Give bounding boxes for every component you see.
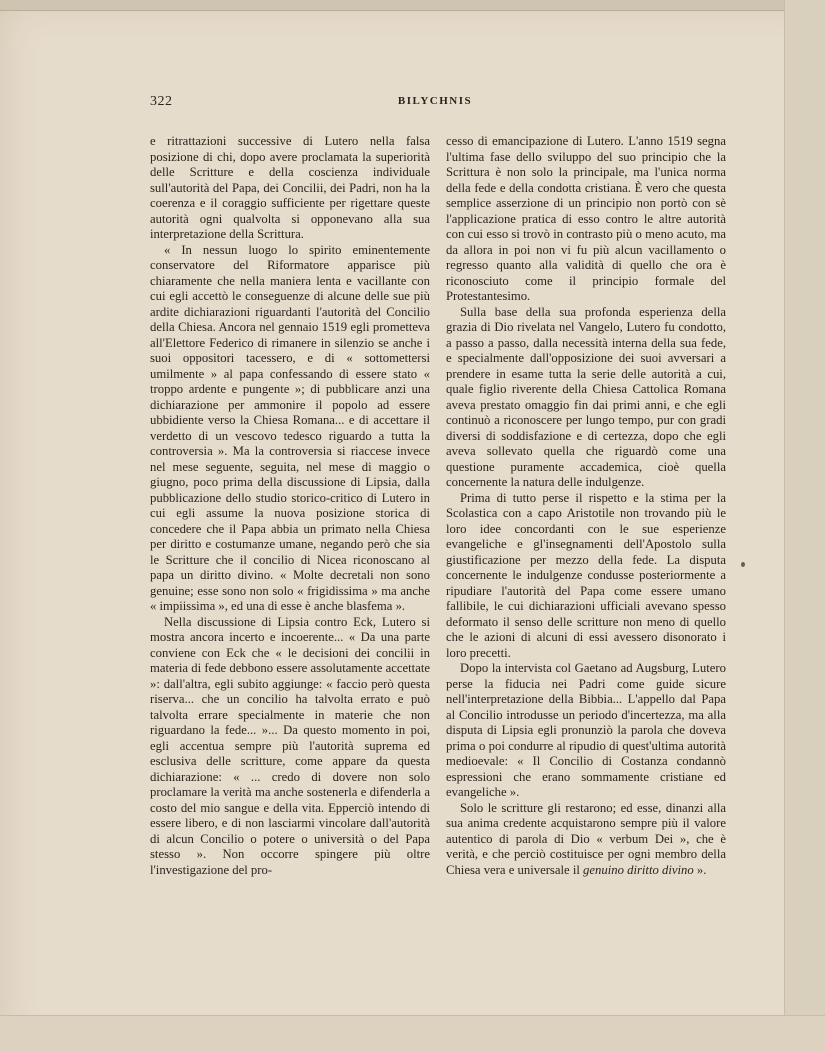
margin-mark — [741, 562, 745, 567]
italic-phrase: genuino diritto divino — [583, 862, 694, 877]
right-column — [446, 134, 726, 878]
paragraph-text: Solo le scritture gli restarono; ed esse, dinanzi alla sua anima credente acquistarono sempre più il valore autentico di parola di Dio « verbum Dei », che è verità, e che perciò costituisce per ogni membro della Chiesa vera e universale il — [446, 800, 726, 877]
closing-quote: ». — [693, 862, 707, 877]
paragraph: Dopo la intervista col Gaetano ad Augsburg, Lutero perse la fiducia nei Padri come guide sicure nell'interpretazione della Bibbia... L'appello dal Papa al Concilio introdusse un periodo d'incertezza, ma alla disputa di Lipsia egli pronunziò la parola che doveva prima o poi condurre al ripudio di quest'ultima autorità medioevale: « Il Concilio di Costanza condannò espressioni che erano sommamente cristiane ed evangeliche ». — [446, 661, 726, 799]
page-bottom-edge — [0, 1015, 825, 1052]
page-right-edge — [784, 0, 825, 1052]
paragraph: Nella discussione di Lipsia contro Eck, Lutero si mostra ancora incerto e incoerente... « Da una parte conviene con Eck che « le decisioni dei concilii in materia di fede debbono essere assolutamente accettate »: dall'altra, egli subito aggiunge: « faccio però questa riserva... che un concilio ha talvolta errato e può talvolta errare specialmente in materie che non riguardano la fede... »... Da questo momento in poi, egli accentua sempre più l'autorità suprema ed esclusiva delle scritture, come appare da questa dichiarazione: « ... credo di dovere non solo proclamare la verità ma anche sostenerla e difenderla a costo del mio sangue e della vita. Epperciò intendo di essere libero, e di non lasciarmi vincolare dall'autorità di alcun Concilio o potere o università o del Papa stesso ». Non occorre spingere più oltre l'investigazione del pro- — [150, 614, 430, 877]
page-header — [150, 94, 720, 114]
page-top-edge — [0, 0, 825, 11]
paragraph: e ritrattazioni successive di Lutero nella falsa posizione di chi, dopo avere proclamata la superiorità delle Scritture e della coscienza individuale sull'autorità del Papa, dei Concilii, dei Padri, non ha la coerenza e il coraggio sufficiente per rigettare queste autorità ogni qualvolta si opponevano alla sua interpretazione della Scrittura. — [150, 134, 430, 241]
paragraph: Prima di tutto perse il rispetto e la stima per la Scolastica con a capo Aristotile non trovando più le loro idee concordanti con le sue esperienze evangeliche e gl'insegnamenti dell'Apostolo sulla giustificazione per mezzo della fede. La disputa concernente le indulgenze condusse posteriormente a ripudiare l'autorità del Papa come essere umano fallibile, le cui dichiarazioni ufficiali avevano spesso deformato il senso delle scritture non meno di quello che le azioni di alcuni di essi avessero disonorato i loro precetti. — [446, 490, 726, 660]
running-head: BILYCHNIS — [397, 95, 473, 107]
paragraph: « In nessun luogo lo spirito eminentemente conservatore del Riformatore apparisce più chiaramente che nella maniera lenta e vacillante con cui egli accettò le conseguenze di alcune delle sue più ardite dichiarazioni riguardanti l'autorità del Concilio della Chiesa. Ancora nel gennaio 1519 egli prometteva all'Elettore Federico di rimanere in silenzio se anche i suoi oppositori tacessero, e di « sottomettersi umilmente » al papa confessando di essere stato « troppo ardente e pungente »; di pubblicare anzi una dichiarazione per ammonire il popolo ad essere ubbidiente verso la Chiesa Romana... e di accettare il verdetto di un vescovo tedesco riguardo a tutta la controversia ». Ma la controversia si riaccese invece nel mese seguente, seguita, nel mese di maggio o giugno, poco prima della discussione di Lipsia, dalla pubblicazione dello studio storico-critico di Lutero in cui egli assume la nuova posizione storica di concedere che il Papa abbia un primato nella Chiesa per diritto e costumanze umane, negando però che sia le Scritture che il concilio di Nicea riconoscano al papa un diritto divino. « Molte decretali non sono genuine; esse sono non solo « frigidissima » ma anche « impiissima », ed una di esse è anche blasfema ». — [150, 242, 430, 613]
page-number: 322 — [150, 94, 173, 109]
paragraph: cesso di emancipazione di Lutero. L'anno 1519 segna l'ultima fase dello sviluppo del suo principio che la Scrittura è non solo la principale, ma l'unica norma della fede e della condotta cristiana. È vero che questa semplice asserzione di un principio non portò con sè l'applicazione pratica di esso contro le altre autorità con cui esso si trovò in contrasto più o meno acuto, ma da allora in poi non vi fu più alcun vacillamento o regresso quanto alla validità di quello che ora è riconosciuto come il principio formale del Protestantesimo. — [446, 134, 726, 303]
paragraph-last — [446, 801, 726, 879]
left-column — [150, 134, 430, 878]
paragraph: Sulla base della sua profonda esperienza della grazia di Dio rivelata nel Vangelo, Lutero fu condotto, a passo a passo, dalla necessità interna della sua fede, e specialmente dall'opposizione dei suoi avversari a prendere in esame tutta la serie delle autorità a cui, quale figlio riverente della Chiesa Cattolica Romana aveva prestato omaggio fin dai primi anni, e che egli continuò a riconoscere per lungo tempo, pur con gradi diversi di soddisfazione e di certezza, dopo che egli aveva sollevato quella che riguardò come una questione puramente accademica, cioè quella concernente la natura delle indulgenze. — [446, 304, 726, 489]
